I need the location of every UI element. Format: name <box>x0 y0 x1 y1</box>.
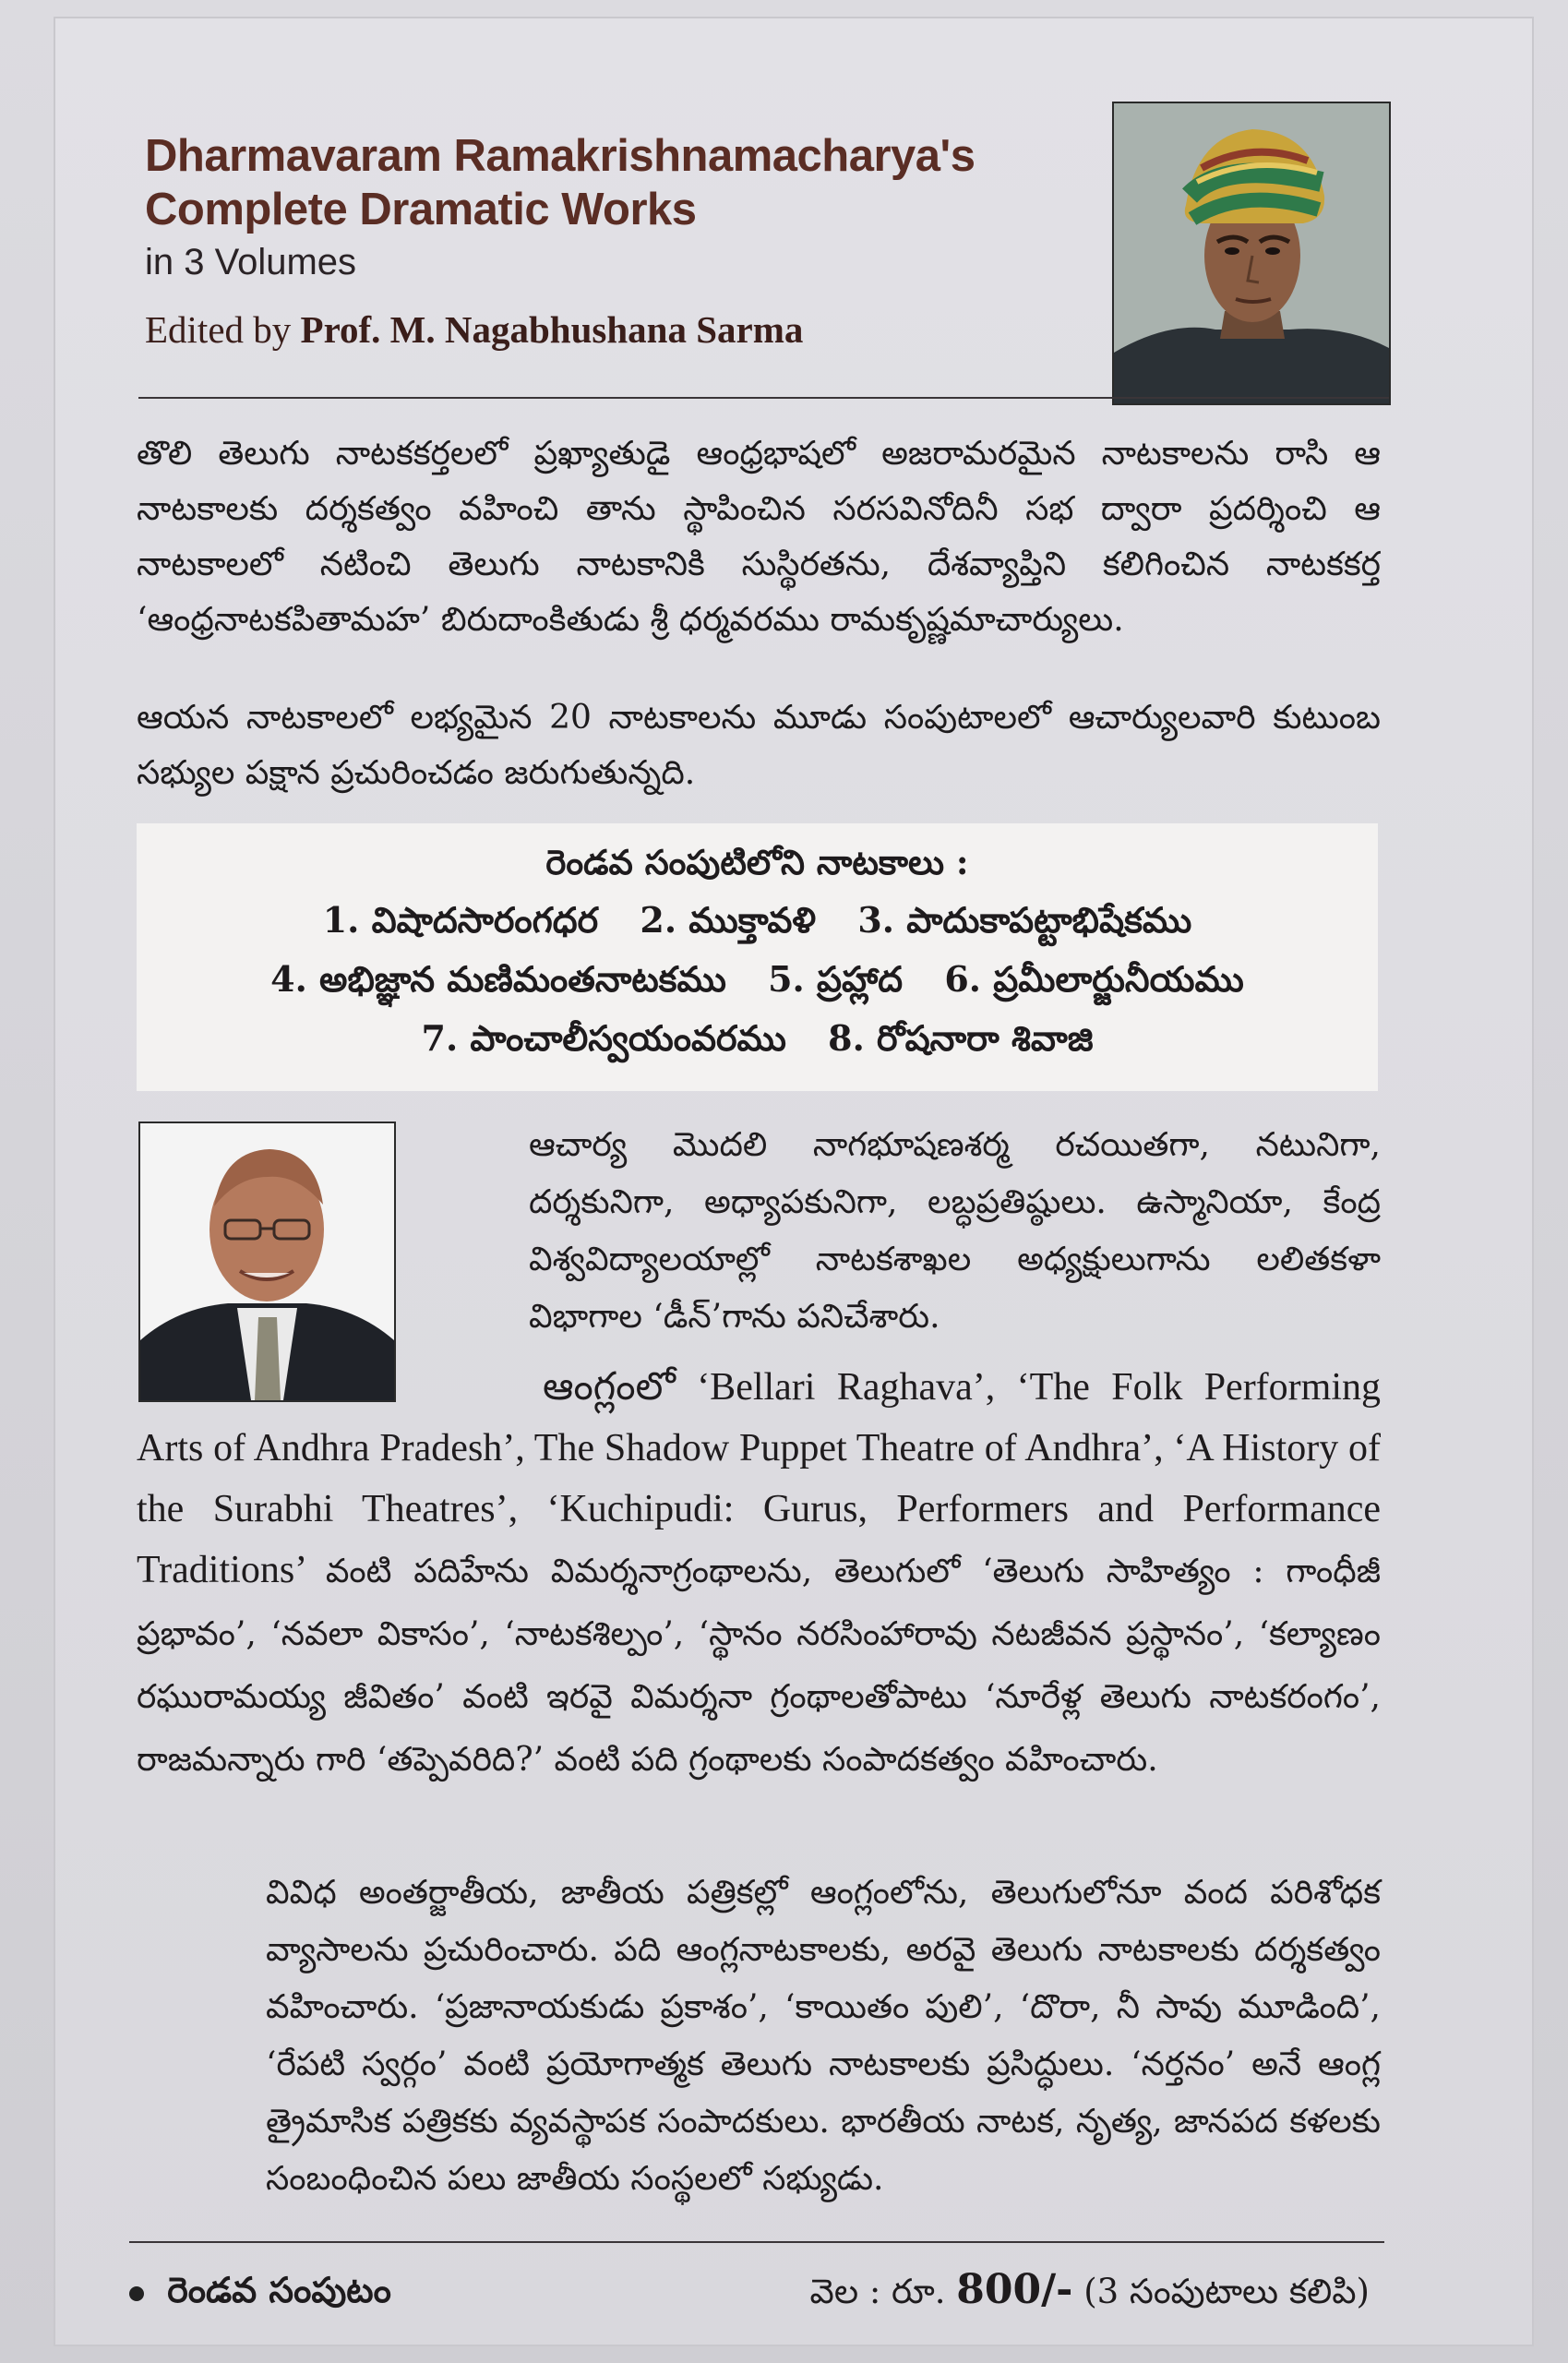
play-item: 2. ముక్తావళి <box>640 899 817 941</box>
play-item: 3. పాదుకాపట్టాభిషేకము <box>857 899 1192 941</box>
play-item: 8. రోషనారా శివాజి <box>828 1017 1094 1059</box>
price-note: (3 సంపుటాలు కలిపి) <box>1083 2272 1370 2311</box>
bullet-icon <box>129 2286 144 2301</box>
editor-name: Prof. M. Nagabhushana Sarma <box>300 308 804 351</box>
play-item: 5. ప్రహ్లాద <box>768 958 904 1000</box>
editor-credit <box>145 307 1086 352</box>
editor-bio-paragraph-1 <box>137 1117 1381 1346</box>
footer-divider <box>129 2241 1384 2243</box>
editor-bio-text-3: వివిధ అంతర్జాతీయ, జాతీయ పత్రికల్లో ఆంగ్లంలోను, తెలుగులోనూ వంద పరిశోధక వ్యాసాలను ప్రచురించారు. పది ఆంగ్లనాటకాలకు, అరవై తెలుగు నాటకాలకు దర్శకత్వం వహించారు. ‘ప్రజానాయకుడు ప్రకాశం’, ‘కాయితం పులి’, ‘దొరా, నీ సావు మూడింది’, ‘రేపటి స్వర్గం’ వంటి ప్రయోగాత్మక తెలుగు నాటకాలకు ప్రసిద్ధులు. ‘నర్తనం’ అనే ఆంగ్ల త్రైమాసిక పత్రికకు వ్యవస్థాపక సంపాదకులు. భారతీయ నాటక, నృత్య, జానపద కళలకు సంబంధించిన పలు జాతీయ సంస్థలలో సభ్యుడు. <box>266 1874 1381 2198</box>
bio-english-prefix: ఆంగ్లంలో <box>543 1366 676 1409</box>
price-value: 800/- <box>956 2266 1073 2313</box>
footer-volume-label <box>129 2269 391 2320</box>
author-portrait-illustration <box>1114 103 1389 403</box>
bio-telugu-works: వంటి పదిహేను విమర్శనాగ్రంథాలను, తెలుగులో ‘తెలుగు సాహిత్యం : గాంధీజీ ప్రభావం’, ‘నవలా వికాసం’, ‘నాటకశిల్పం’, ‘స్థానం నరసింహారావు నటజీవన ప్రస్థానం’, ‘కల్యాణం రఘురామయ్య జీవితం’ వంటి ఇరవై విమర్శనా గ్రంథాలతోపాటు ‘నూరేళ్ల తెలుగు నాటకరంగం’, రాజమన్నారు గారి ‘తప్పెవరిది?’ వంటి పది గ్రంథాలకు సంపాదకత్వం వహించారు. <box>137 1553 1382 1779</box>
book-title-line-2: Complete Dramatic Works <box>145 185 697 234</box>
play-row-3 <box>137 1009 1378 1068</box>
intro-text-2: ఆయన నాటకాలలో లభ్యమైన 20 నాటకాలను మూడు సంపుటాలలో ఆచార్యులవారి కుటుంబ సభ్యుల పక్షాన ప్రచురించడం జరుగుతున్నది. <box>137 699 1381 792</box>
title-block <box>145 129 1086 352</box>
volume-count: in 3 Volumes <box>145 242 357 282</box>
editor-bio-paragraph-3 <box>137 1865 1381 2208</box>
intro-text-1: తొలి తెలుగు నాటకకర్తలలో ప్రఖ్యాతుడై ఆంధ్రభాషలో అజరామరమైన నాటకాలను రాసి ఆ నాటకాలకు దర్శకత్వం వహించి తాను స్థాపించిన సరసవినోదినీ సభ ద్వారా ప్రదర్శించి ఆ నాటకాలలో నటించి తెలుగు నాటకానికి సుస్థిరతను, దేశవ్యాప్తిని కలిగించిన నాటకకర్త ‘ఆంధ్రనాటకపితామహ’ బిరుదాంకితుడు శ్రీ ధర్మవరము రామకృష్ణమాచార్యులు. <box>137 435 1381 639</box>
play-item: 1. విషాదసారంగధర <box>322 899 599 941</box>
play-item: 4. అభిజ్ఞాన మణిమంతనాటకము <box>270 958 726 1000</box>
footer-price <box>810 2266 1370 2320</box>
price-label: వెల : రూ. <box>809 2272 946 2311</box>
play-item: 7. పాంచాలీస్వయంవరము <box>421 1017 786 1059</box>
play-row-1 <box>137 891 1378 950</box>
author-portrait <box>1112 102 1391 405</box>
book-title-line-1: Dharmavaram Ramakrishnamacharya's <box>145 131 976 181</box>
volume-label-text: రెండవ సంపుటం <box>167 2269 391 2310</box>
play-item: 6. ప్రమీలార్జునీయము <box>944 958 1244 1000</box>
editor-bio-paragraph-2 <box>137 1357 1381 1791</box>
volume-contents-box <box>137 823 1378 1091</box>
edited-by-label: Edited by <box>145 308 292 351</box>
intro-paragraph-1 <box>137 426 1381 648</box>
volume-contents-heading: రెండవ సంపుటిలోని నాటకాలు : <box>545 842 969 882</box>
editor-bio-text-1: ఆచార్య మొదలి నాగభూషణశర్మ రచయితగా, నటునిగా, దర్శకునిగా, అధ్యాపకునిగా, లబ్ధప్రతిష్ఠులు. ఉస్మానియా, కేంద్ర విశ్వవిద్యాలయాల్లో నాటకశాఖల అధ్యక్షులుగాను లలితకళా విభాగాల ‘డీన్’గాను పనిచేశారు. <box>529 1126 1381 1336</box>
title-divider <box>138 397 1389 399</box>
play-row-2 <box>137 950 1378 1009</box>
intro-paragraph-2 <box>137 690 1381 801</box>
bio-english-works: ‘Bellari Raghava’, ‘The Folk Performing Arts of Andhra Pradesh’, The Shadow Puppet Theatre of Andhra’, ‘A History of the Surabhi Theatres’, ‘Kuchipudi: Gurus, Performers and Performance Traditions’ <box>137 1366 1381 1591</box>
